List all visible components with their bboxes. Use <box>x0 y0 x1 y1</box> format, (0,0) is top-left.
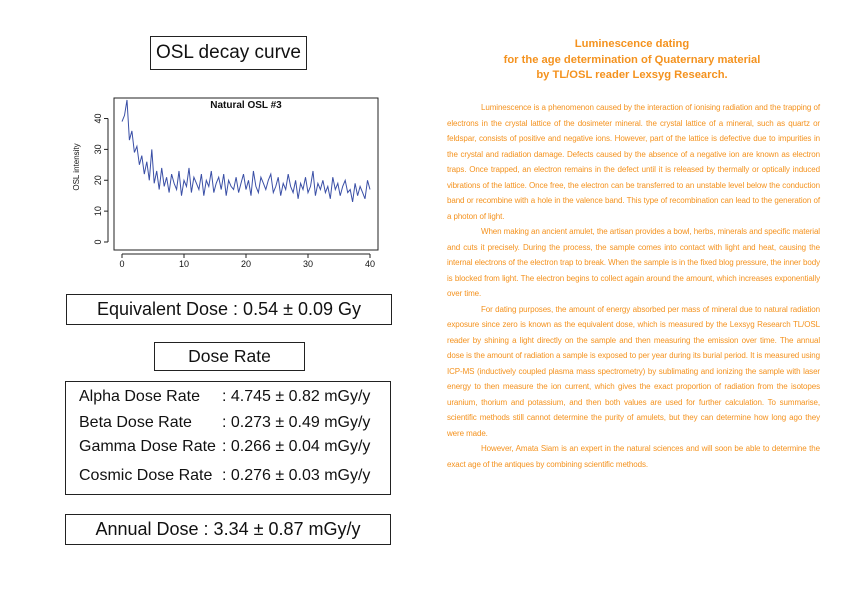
rate-label: Gamma Dose Rate <box>79 438 216 455</box>
chart-title: Natural OSL #3 <box>210 100 282 111</box>
x-tick-label: 20 <box>240 259 252 269</box>
paragraph-3: For dating purposes, the amount of energy absorbed per mass of mineral due to natural radiation exposure since zero is known as the equivalent dose, which is measured by the Lexsyg Research TL/OSL reader by shining a light directly on the sample and then measuring the emission over time. The annual dose is the amount of radiation a sample is exposed to per year during its burial period. It is measured using ICP-MS (inductively coupled plasma mass spectrometry) by sublimating and ionizing the sample with laser energy to then measure the ion current, which gives the exact proportion of radiation from the isotopes uranium, thorium and potassium, and then both values are used for further calculation. To summarise, scientific methods still cannot determine the purity of amulets, but they can determine how long ago they were made. <box>447 304 820 438</box>
gamma-dose-rate-row <box>79 438 370 456</box>
rate-value: : 0.266 ± 0.04 mGy/y <box>222 438 371 455</box>
article-heading <box>452 37 812 84</box>
y-tick-label: 20 <box>93 175 103 186</box>
chart-y-axis <box>93 114 108 245</box>
annual-dose-box <box>65 514 391 545</box>
heading-line-1: Luminescence dating <box>574 38 690 50</box>
y-tick-label: 10 <box>93 206 103 217</box>
chart-ylabel: OSL intensity <box>72 143 81 191</box>
x-tick-label: 30 <box>302 259 314 269</box>
paragraph-4: However, Amata Siam is an expert in the natural sciences and will soon be able to determine the exact age of the antiques by combining scientific methods. <box>447 444 820 469</box>
rate-label: Beta Dose Rate <box>79 414 192 431</box>
chart-x-axis <box>119 254 375 269</box>
heading-line-2: for the age determination of Quaternary material <box>503 53 761 66</box>
y-tick-label: 30 <box>93 144 103 155</box>
heading-line-3: by TL/OSL reader Lexsyg Research. <box>536 69 728 81</box>
rate-label: Alpha Dose Rate <box>79 388 200 405</box>
dose-rates-box <box>65 381 391 495</box>
paragraph-2: When making an ancient amulet, the artisan provides a bowl, herbs, minerals and specific material and cuts it precisely. During the process, the sample comes into contact with light and heat, causing the internal electrons of the electron trap to break. When the sample is in the fixed blog pressure, the inner body is blocked from light. The electron begins to collect again around the amount, which increases exponentially over time. <box>447 227 820 298</box>
annual-dose-text: Annual Dose : 3.34 ± 0.87 mGy/y <box>95 519 361 539</box>
osl-chart-svg <box>66 92 386 272</box>
equivalent-dose-box <box>66 294 392 325</box>
rate-value: : 0.273 ± 0.49 mGy/y <box>222 414 371 431</box>
article-body <box>447 100 820 472</box>
dose-rate-title <box>154 342 305 371</box>
beta-dose-rate-row <box>79 414 370 432</box>
rate-label: Cosmic Dose Rate <box>79 467 213 484</box>
osl-curve-title <box>150 36 307 70</box>
osl-decay-chart <box>66 92 386 272</box>
cosmic-dose-rate-row <box>79 467 370 485</box>
y-tick-label: 0 <box>93 239 103 245</box>
x-tick-label: 0 <box>119 259 125 269</box>
dose-rate-title-text: Dose Rate <box>188 346 271 366</box>
x-tick-label: 10 <box>178 259 190 269</box>
osl-curve-title-text: OSL decay curve <box>155 42 302 63</box>
equivalent-dose-text: Equivalent Dose : 0.54 ± 0.09 Gy <box>96 299 362 319</box>
y-tick-label: 40 <box>93 113 103 124</box>
paragraph-1: Luminescence is a phenomenon caused by the interaction of ionising radiation and the trapping of electrons in the crystal lattice of the dosimeter mineral. the crystal lattice of a mineral, such as quartz or feldspar, consists of positive and negative ions. However, part of the lattice is defective due to impurities in the crystal and radiation damage. Defects caused by the absence of a negative ion are known as electron traps. Once trapped, an electron remains in the defect until it is released by thermally or optically induced vibrations of the lattice. Once free, the electron can be transferred to an unstable level below the conduction band or recombine with a hole in the valence band. This type of recombination can lead to the generation of a photon of light. <box>447 103 820 221</box>
rate-value: : 4.745 ± 0.82 mGy/y <box>222 388 371 405</box>
x-tick-label: 40 <box>364 259 376 269</box>
alpha-dose-rate-row <box>79 388 370 406</box>
chart-series-line <box>122 100 370 202</box>
rate-value: : 0.276 ± 0.03 mGy/y <box>222 467 371 484</box>
